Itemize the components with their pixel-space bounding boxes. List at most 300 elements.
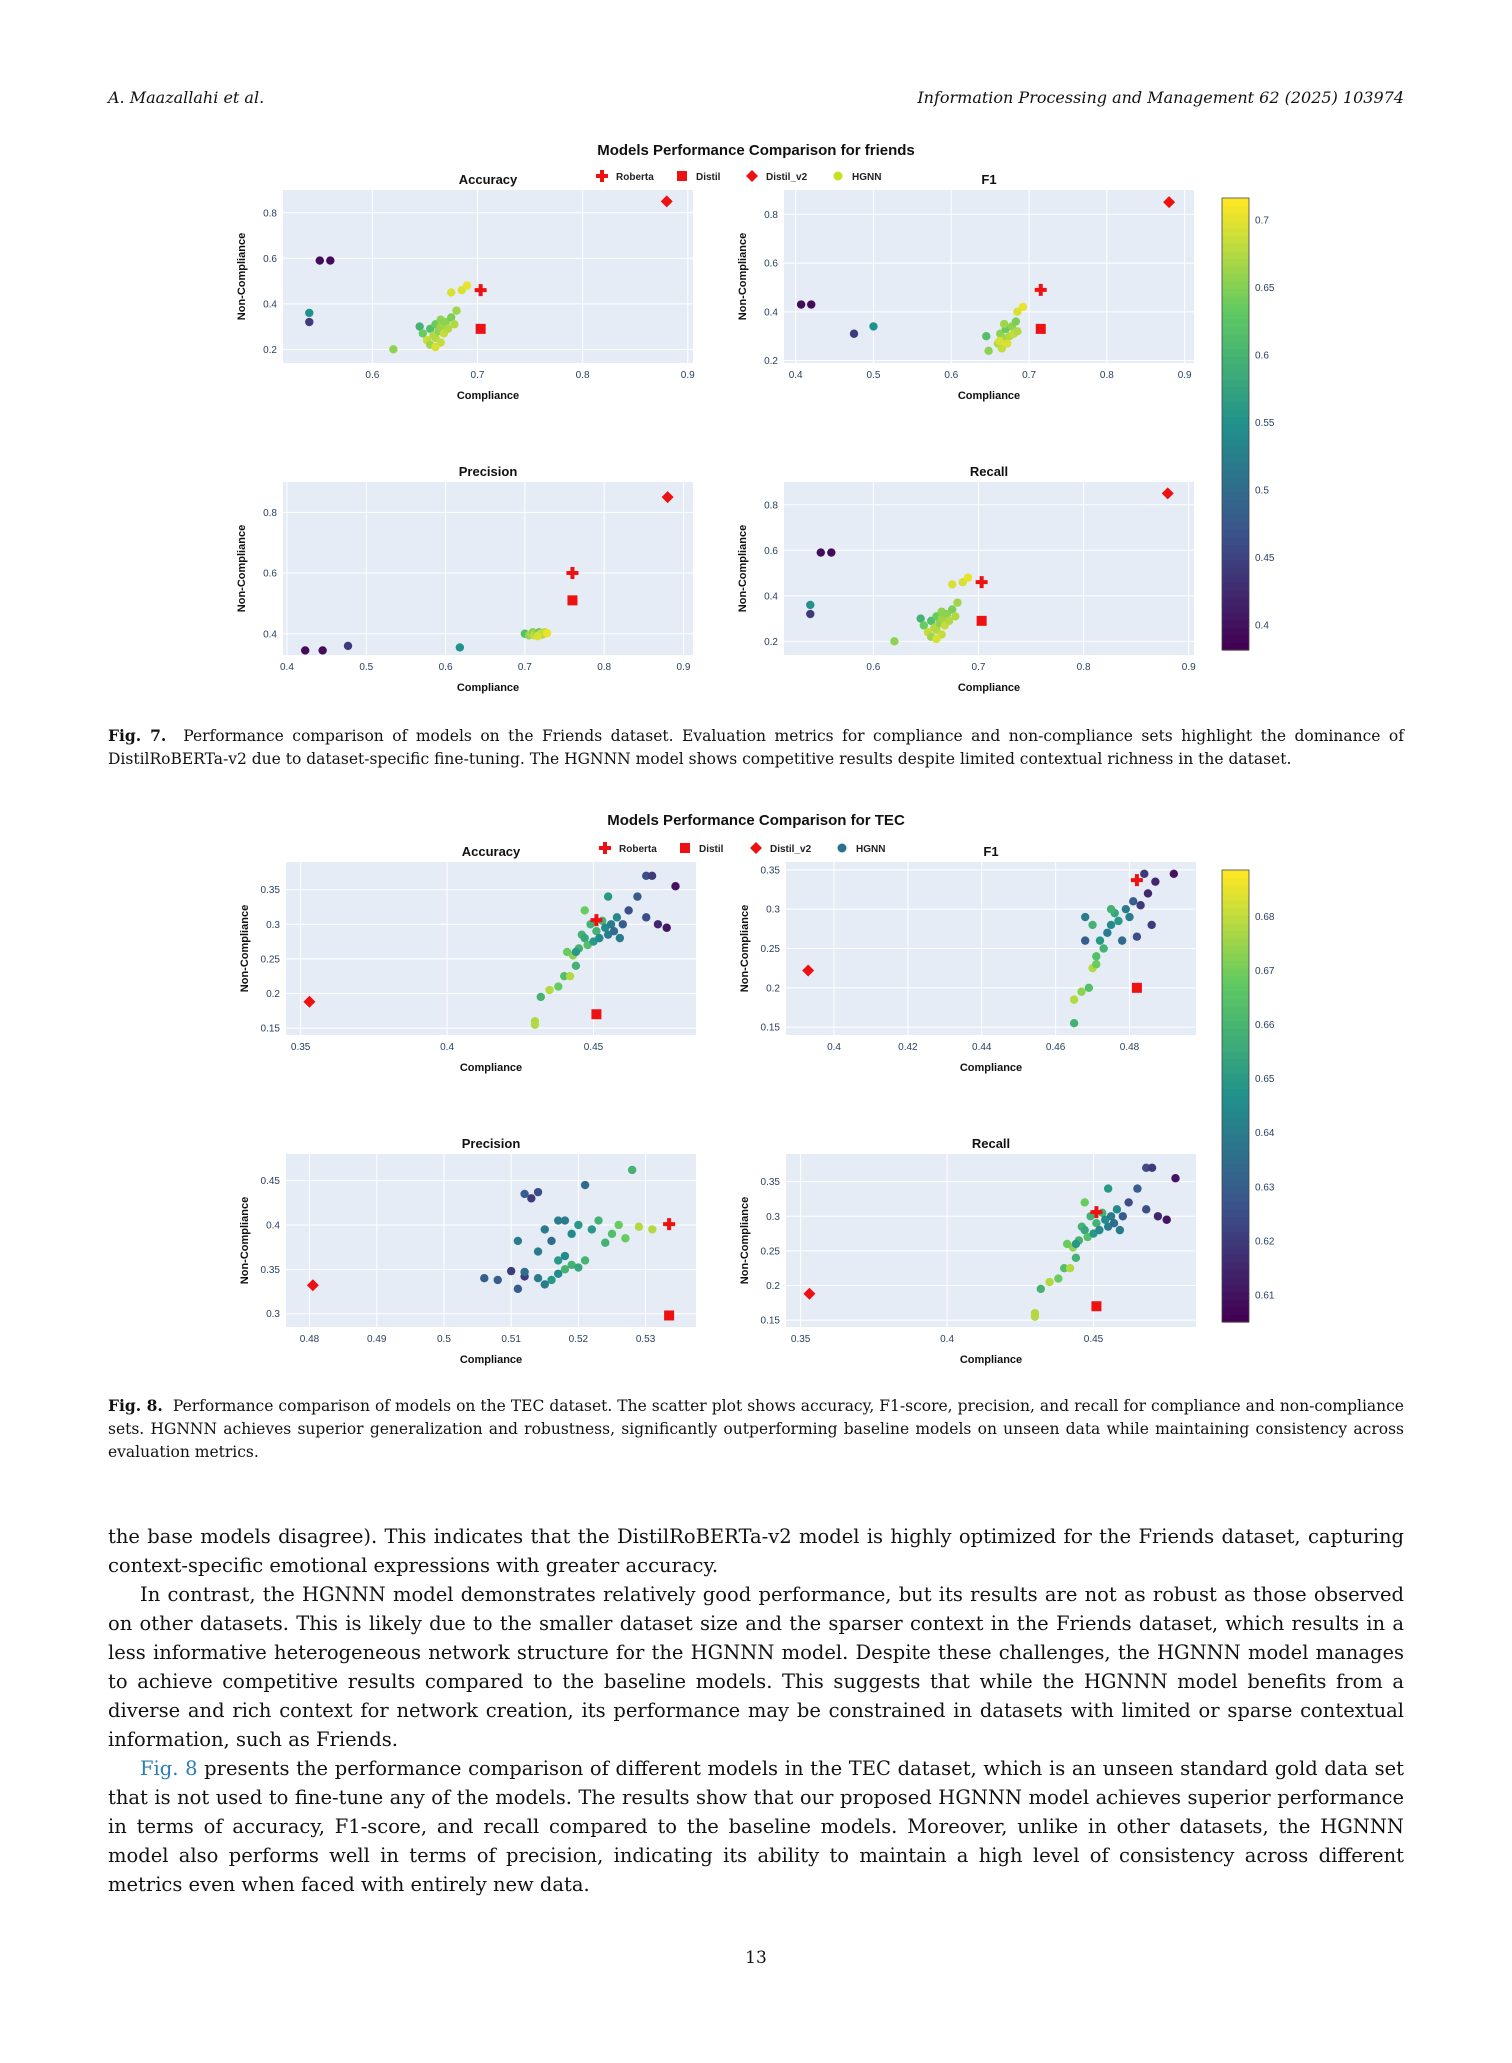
hgnn-point	[948, 580, 956, 588]
colorbar-segment	[1222, 371, 1249, 379]
colorbar-segment	[1222, 251, 1249, 259]
subplot-title: Recall	[969, 464, 1009, 479]
fig7-1-panel	[737, 172, 1194, 402]
y-tick-label: 0.4	[764, 307, 778, 319]
colorbar-segment	[1222, 288, 1249, 296]
hgnn-point	[937, 608, 945, 616]
hgnn-point	[610, 927, 618, 935]
y-axis-label: Non-Compliance	[739, 1196, 751, 1285]
colorbar-tick-label: 0.7	[1255, 215, 1269, 227]
plot-background	[784, 482, 1194, 655]
plot-background	[786, 1154, 1196, 1327]
paragraph-2: In contrast, the HGNNN model demonstrates relatively good performance, but its results are not as robust as those observed on other datasets. This is likely due to the smaller dataset size and the sparser context in the Friends dataset, which results in a less informative heterogeneous network structure for the HGNNN model. Despite these challenges, the HGNNN model manages to achieve competitive results compared to the baseline models. This suggests that while the HGNNN model benefits from a diverse and rich context for network creation, its performance may be constrained in datasets with limited or sparse contextual information, such as Friends.	[108, 1583, 1404, 1751]
legend-marker-hgnn	[838, 844, 847, 853]
hgnn-point	[1019, 303, 1027, 311]
y-axis-label: Non-Compliance	[737, 524, 749, 613]
colorbar-tick-label: 0.45	[1255, 553, 1275, 564]
colorbar-segment	[1222, 635, 1249, 643]
paragraph-1: the base models disagree). This indicates that the DistilRoBERTa-v2 model is highly optimized for the Friends dataset, capturing context-specific emotional expressions with greater accuracy.	[108, 1525, 1404, 1577]
y-tick-label: 0.3	[266, 919, 280, 931]
plot-background	[286, 862, 696, 1035]
hgnn-point	[1125, 913, 1133, 921]
x-tick-label: 0.8	[597, 662, 612, 673]
hgnn-point	[480, 1274, 488, 1282]
fig7-3-panel	[737, 464, 1196, 694]
hgnn-point	[543, 629, 551, 637]
hgnn-point	[827, 548, 835, 556]
legend-label: Roberta	[616, 172, 654, 183]
colorbar-segment	[1222, 945, 1249, 953]
hgnn-point	[1045, 1278, 1053, 1286]
hgnn-point	[1148, 1164, 1156, 1172]
colorbar-segment	[1222, 1036, 1249, 1044]
hgnn-point	[1003, 339, 1011, 347]
colorbar-segment	[1222, 590, 1249, 598]
fig-8-link[interactable]: Fig. 8	[140, 1757, 198, 1780]
colorbar-segment	[1222, 620, 1249, 628]
colorbar-segment	[1222, 923, 1249, 931]
hgnn-point	[520, 1268, 528, 1276]
hgnn-point	[527, 1194, 535, 1202]
colorbar-segment	[1222, 975, 1249, 983]
hgnn-point	[817, 548, 825, 556]
hgnn-point	[1081, 913, 1089, 921]
distil-point	[567, 595, 577, 605]
hgnn-point	[514, 1285, 522, 1293]
colorbar-segment	[1222, 1292, 1249, 1300]
fig8-colorbar	[1222, 870, 1275, 1323]
colorbar-segment	[1222, 356, 1249, 364]
colorbar-segment	[1222, 582, 1249, 590]
hgnn-point	[1072, 1240, 1080, 1248]
hgnn-point	[1147, 921, 1155, 929]
hgnn-point	[619, 920, 627, 928]
hgnn-point	[533, 632, 541, 640]
y-tick-label: 0.4	[266, 1220, 280, 1232]
y-axis-label: Non-Compliance	[236, 524, 248, 613]
hgnn-point	[1133, 933, 1141, 941]
x-tick-label: 0.6	[438, 662, 453, 673]
legend	[599, 842, 885, 855]
hgnn-point	[1107, 905, 1115, 913]
colorbar-segment	[1222, 605, 1249, 613]
hgnn-point	[964, 573, 972, 581]
colorbar-segment	[1222, 1081, 1249, 1089]
colorbar-segment	[1222, 1247, 1249, 1255]
colorbar-segment	[1222, 236, 1249, 244]
hgnn-point	[1144, 889, 1152, 897]
y-tick-label: 0.2	[766, 1280, 780, 1292]
hgnn-point	[326, 256, 334, 264]
colorbar-segment	[1222, 529, 1249, 537]
colorbar-segment	[1222, 1111, 1249, 1119]
legend-label: Distil_v2	[766, 172, 808, 183]
colorbar-segment	[1222, 983, 1249, 991]
x-tick-label: 0.35	[290, 1042, 311, 1053]
hgnn-point	[1133, 1184, 1141, 1192]
colorbar-segment	[1222, 409, 1249, 417]
colorbar-segment	[1222, 1299, 1249, 1307]
hgnn-point	[305, 309, 313, 317]
colorbar-segment	[1222, 885, 1249, 893]
legend-marker-roberta	[596, 170, 608, 182]
x-tick-label: 0.9	[1181, 662, 1196, 673]
y-tick-label: 0.3	[266, 1309, 280, 1321]
colorbar-segment	[1222, 627, 1249, 635]
x-tick-label: 0.48	[299, 1334, 320, 1345]
hgnn-point	[1154, 1212, 1162, 1220]
colorbar-segment	[1222, 386, 1249, 394]
colorbar-segment	[1222, 1201, 1249, 1209]
distil-point	[1091, 1301, 1101, 1311]
colorbar-segment	[1222, 447, 1249, 455]
colorbar-segment	[1222, 953, 1249, 961]
hgnn-point	[1070, 995, 1078, 1003]
hgnn-point	[890, 637, 898, 645]
hgnn-point	[447, 288, 455, 296]
colorbar-segment	[1222, 1269, 1249, 1277]
hgnn-point	[547, 1276, 555, 1284]
hgnn-point	[563, 948, 571, 956]
colorbar-segment	[1222, 1028, 1249, 1036]
y-tick-label: 0.25	[260, 954, 280, 966]
hgnn-point	[1013, 327, 1021, 335]
hgnn-point	[572, 962, 580, 970]
colorbar-segment	[1222, 1164, 1249, 1172]
hgnn-point	[1092, 960, 1100, 968]
hgnn-point	[1136, 901, 1144, 909]
colorbar-segment	[1222, 416, 1249, 424]
legend-label: Distil_v2	[770, 844, 812, 855]
x-tick-label: 0.46	[1045, 1042, 1066, 1053]
x-tick-label: 0.9	[1177, 370, 1192, 381]
hgnn-point	[431, 343, 439, 351]
y-tick-label: 0.6	[263, 568, 277, 580]
hgnn-point	[534, 1274, 542, 1282]
colorbar-segment	[1222, 394, 1249, 402]
colorbar-segment	[1222, 469, 1249, 477]
colorbar-segment	[1222, 484, 1249, 492]
figure-7-caption-text: Performance comparison of models on the Friends dataset. Evaluation metrics for compliance and non-compliance sets highlight the dominance of DistilRoBERTa-v2 due to dataset-specific fine-tuning. The HGNNN model shows competitive results despite limited contextual richness in the dataset.	[108, 727, 1404, 768]
x-tick-label: 0.5	[359, 662, 374, 673]
x-axis-label: Compliance	[959, 1062, 1023, 1074]
colorbar-segment	[1222, 998, 1249, 1006]
colorbar-segment	[1222, 439, 1249, 447]
hgnn-point	[642, 913, 650, 921]
colorbar-segment	[1222, 296, 1249, 304]
hgnn-point	[1077, 988, 1085, 996]
colorbar-segment	[1222, 1307, 1249, 1315]
colorbar-segment	[1222, 341, 1249, 349]
colorbar-segment	[1222, 642, 1249, 650]
x-tick-label: 0.4	[940, 1334, 955, 1345]
fig7-2-panel	[236, 464, 693, 694]
colorbar-segment	[1222, 575, 1249, 583]
colorbar-segment	[1222, 1073, 1249, 1081]
hgnn-point	[1103, 929, 1111, 937]
y-tick-label: 0.15	[760, 1022, 780, 1034]
legend-marker-distil	[680, 843, 690, 853]
hgnn-point	[633, 892, 641, 900]
x-axis-label: Compliance	[957, 682, 1021, 694]
colorbar-segment	[1222, 537, 1249, 545]
y-axis-label: Non-Compliance	[239, 1196, 251, 1285]
colorbar-tick-label: 0.55	[1255, 418, 1275, 429]
colorbar-segment	[1222, 1209, 1249, 1217]
x-tick-label: 0.7	[971, 662, 986, 673]
subplot-title: Recall	[971, 1136, 1011, 1151]
distil-point	[1132, 983, 1142, 993]
fig7-0-panel	[236, 172, 695, 402]
colorbar-segment	[1222, 870, 1249, 878]
y-axis-label: Non-Compliance	[239, 904, 251, 993]
subplot-title: Accuracy	[458, 172, 518, 187]
legend-marker-distil-v2	[750, 842, 762, 854]
hgnn-point	[982, 332, 990, 340]
hgnn-point	[1170, 870, 1178, 878]
x-tick-label: 0.9	[676, 662, 691, 673]
hgnn-point	[628, 1166, 636, 1174]
y-axis-label: Non-Compliance	[739, 904, 751, 993]
colorbar-segment	[1222, 1232, 1249, 1240]
hgnn-point	[594, 1216, 602, 1224]
y-tick-label: 0.8	[263, 507, 277, 519]
page-number: 13	[745, 1948, 767, 1968]
colorbar-segment	[1222, 319, 1249, 327]
hgnn-point	[463, 281, 471, 289]
hgnn-point	[507, 1267, 515, 1275]
colorbar-segment	[1222, 1066, 1249, 1074]
colorbar-segment	[1222, 1194, 1249, 1202]
legend-marker-hgnn	[834, 172, 843, 181]
hgnn-point	[534, 1188, 542, 1196]
y-tick-label: 0.8	[764, 209, 778, 221]
x-tick-label: 0.48	[1119, 1042, 1140, 1053]
hgnn-point	[1171, 1174, 1179, 1182]
colorbar-segment	[1222, 1058, 1249, 1066]
hgnn-point	[534, 1247, 542, 1255]
x-axis-label: Compliance	[957, 390, 1021, 402]
hgnn-point	[850, 330, 858, 338]
colorbar-segment	[1222, 273, 1249, 281]
hgnn-point	[561, 1252, 569, 1260]
x-axis-label: Compliance	[456, 682, 520, 694]
hgnn-point	[1063, 1240, 1071, 1248]
legend-marker-distil	[677, 171, 687, 181]
hgnn-point	[1096, 936, 1104, 944]
hgnn-point	[995, 337, 1003, 345]
colorbar-segment	[1222, 1021, 1249, 1029]
x-axis-label: Compliance	[459, 1062, 523, 1074]
hgnn-point	[318, 646, 326, 654]
colorbar-tick-label: 0.61	[1255, 1290, 1275, 1302]
x-tick-label: 0.52	[568, 1334, 589, 1345]
hgnn-point	[537, 993, 545, 1001]
hgnn-point	[1129, 897, 1137, 905]
hgnn-point	[1070, 1019, 1078, 1027]
figure-8-title: Models Performance Comparison for TEC	[607, 812, 905, 829]
colorbar-segment	[1222, 1141, 1249, 1149]
colorbar-segment	[1222, 893, 1249, 901]
x-tick-label: 0.6	[866, 662, 881, 673]
hgnn-point	[1099, 944, 1107, 952]
legend-label: Distil	[699, 844, 724, 855]
figure-7-chart	[0, 0, 1512, 700]
colorbar-segment	[1222, 492, 1249, 500]
hgnn-point	[1140, 870, 1148, 878]
running-header-journal: Information Processing and Management 62 (2025) 103974	[917, 88, 1404, 107]
hgnn-point	[932, 635, 940, 643]
hgnn-point	[1151, 877, 1159, 885]
colorbar-segment	[1222, 213, 1249, 221]
colorbar-segment	[1222, 1043, 1249, 1051]
hgnn-point	[951, 612, 959, 620]
colorbar-segment	[1222, 462, 1249, 470]
hgnn-point	[613, 913, 621, 921]
colorbar-segment	[1222, 900, 1249, 908]
hgnn-point	[450, 320, 458, 328]
hgnn-point	[797, 300, 805, 308]
colorbar-tick-label: 0.65	[1255, 1074, 1275, 1086]
colorbar-segment	[1222, 349, 1249, 357]
colorbar-segment	[1222, 930, 1249, 938]
legend-label: HGNN	[856, 844, 886, 855]
legend-marker-roberta	[599, 842, 611, 854]
hgnn-point	[1081, 936, 1089, 944]
colorbar-segment	[1222, 545, 1249, 553]
colorbar-segment	[1222, 522, 1249, 530]
x-tick-label: 0.42	[898, 1042, 918, 1053]
colorbar-segment	[1222, 1254, 1249, 1262]
hgnn-point	[436, 316, 444, 324]
x-tick-label: 0.7	[517, 662, 532, 673]
hgnn-point	[663, 924, 671, 932]
colorbar-segment	[1222, 311, 1249, 319]
y-tick-label: 0.25	[760, 1246, 780, 1258]
colorbar-segment	[1222, 1134, 1249, 1142]
colorbar-segment	[1222, 938, 1249, 946]
fig8-3-panel	[739, 1136, 1196, 1366]
y-tick-label: 0.45	[260, 1176, 280, 1188]
y-tick-label: 0.35	[760, 865, 780, 877]
colorbar-segment	[1222, 1126, 1249, 1134]
hgnn-point	[574, 1221, 582, 1229]
hgnn-point	[806, 601, 814, 609]
colorbar-segment	[1222, 1179, 1249, 1187]
distil-point	[476, 324, 486, 334]
hgnn-point	[588, 1225, 596, 1233]
distil-point	[591, 1009, 601, 1019]
colorbar-segment	[1222, 514, 1249, 522]
colorbar-segment	[1222, 878, 1249, 886]
colorbar-segment	[1222, 612, 1249, 620]
hgnn-point	[1163, 1216, 1171, 1224]
hgnn-point	[608, 1230, 616, 1238]
x-tick-label: 0.4	[440, 1042, 455, 1053]
hgnn-point	[494, 1276, 502, 1284]
y-tick-label: 0.8	[764, 500, 778, 512]
hgnn-point	[671, 882, 679, 890]
colorbar-segment	[1222, 597, 1249, 605]
hgnn-point	[648, 1225, 656, 1233]
colorbar-segment	[1222, 424, 1249, 432]
hgnn-point	[984, 347, 992, 355]
y-tick-label: 0.35	[260, 885, 280, 897]
x-tick-label: 0.45	[1083, 1334, 1104, 1345]
hgnn-point	[1095, 1226, 1103, 1234]
hgnn-point	[1124, 1198, 1132, 1206]
colorbar-segment	[1222, 908, 1249, 916]
y-tick-label: 0.2	[263, 344, 277, 356]
hgnn-point	[581, 1256, 589, 1264]
colorbar-tick-label: 0.4	[1255, 620, 1269, 632]
body-text	[108, 1522, 1404, 1899]
y-tick-label: 0.2	[766, 983, 780, 995]
hgnn-point	[545, 986, 553, 994]
hgnn-point	[1066, 1264, 1074, 1272]
hgnn-point	[806, 610, 814, 618]
hgnn-point	[1031, 1309, 1039, 1317]
colorbar-tick-label: 0.65	[1255, 283, 1275, 294]
y-tick-label: 0.6	[764, 545, 778, 557]
colorbar-segment	[1222, 560, 1249, 568]
colorbar-segment	[1222, 991, 1249, 999]
colorbar-segment	[1222, 477, 1249, 485]
colorbar-segment	[1222, 401, 1249, 409]
hgnn-point	[1092, 952, 1100, 960]
y-tick-label: 0.2	[764, 636, 778, 648]
hgnn-point	[301, 646, 309, 654]
hgnn-point	[953, 598, 961, 606]
colorbar-segment	[1222, 1224, 1249, 1232]
colorbar-segment	[1222, 567, 1249, 575]
hgnn-point	[1119, 1212, 1127, 1220]
colorbar-segment	[1222, 432, 1249, 440]
hgnn-point	[1072, 1254, 1080, 1262]
colorbar-segment	[1222, 258, 1249, 266]
colorbar-tick-label: 0.67	[1255, 965, 1275, 977]
fig7-colorbar	[1222, 198, 1275, 651]
hgnn-point	[305, 318, 313, 326]
colorbar-segment	[1222, 1006, 1249, 1014]
x-tick-label: 0.4	[827, 1042, 841, 1053]
colorbar-segment	[1222, 499, 1249, 507]
x-tick-label: 0.4	[280, 662, 294, 673]
x-tick-label: 0.35	[790, 1334, 811, 1345]
y-tick-label: 0.35	[260, 1264, 280, 1276]
y-tick-label: 0.2	[764, 356, 778, 368]
hgnn-point	[452, 306, 460, 314]
hgnn-point	[1088, 921, 1096, 929]
hgnn-point	[601, 1239, 609, 1247]
figure-7-title: Models Performance Comparison for friends	[597, 142, 915, 159]
hgnn-point	[648, 872, 656, 880]
hgnn-point	[316, 256, 324, 264]
colorbar-segment	[1222, 968, 1249, 976]
colorbar-segment	[1222, 960, 1249, 968]
hgnn-point	[514, 1237, 522, 1245]
colorbar-segment	[1222, 334, 1249, 342]
colorbar-segment	[1222, 1186, 1249, 1194]
x-tick-label: 0.8	[575, 370, 590, 381]
y-tick-label: 0.4	[263, 629, 277, 641]
y-tick-label: 0.3	[766, 904, 780, 916]
y-tick-label: 0.15	[260, 1023, 280, 1035]
colorbar-tick-label: 0.64	[1255, 1128, 1275, 1140]
y-tick-label: 0.35	[760, 1177, 780, 1189]
colorbar-tick-label: 0.6	[1255, 350, 1269, 362]
hgnn-point	[572, 948, 580, 956]
